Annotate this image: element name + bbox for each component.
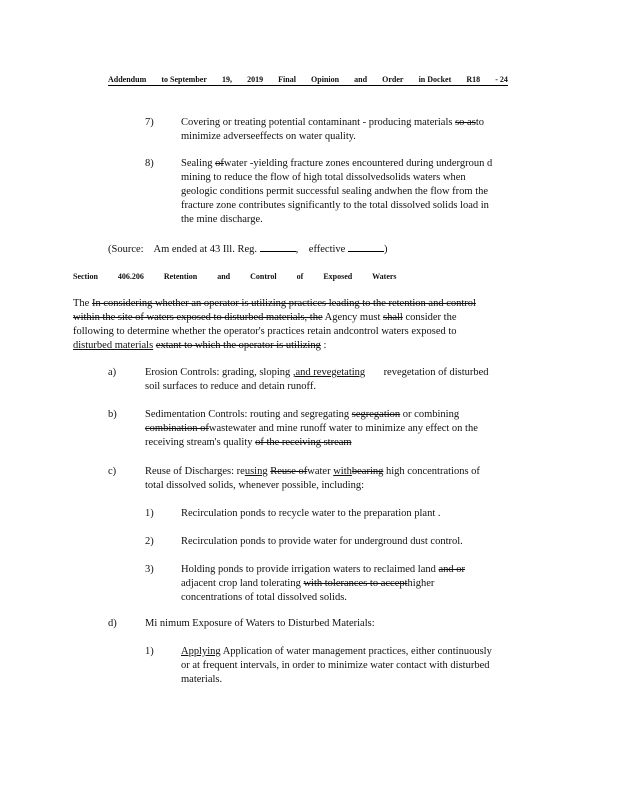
- header-word: to September: [161, 75, 207, 84]
- sub-item-text: Holding ponds to provide irrigation waters to reclaimed land and or adjacent crop land tolerating with tolerances to accepthigher concentrations of total dissolved solids.: [181, 564, 466, 603]
- item-b-text: Sedimentation Controls: routing and segregating segregation or combining combination ofwastewater and mine runoff water to minimize any effect on the receiving stream's quality of the receiving stream: [145, 409, 478, 448]
- deleted-text: of the receiving stream: [255, 437, 352, 448]
- header-word: in Docket: [418, 75, 452, 84]
- inserted-text: with: [333, 466, 352, 477]
- deleted-text: so as: [455, 117, 476, 128]
- sub-item-text: Recirculation ponds to provide water for underground dust control.: [181, 536, 463, 547]
- header-word: Order: [382, 75, 404, 84]
- item-c-text: Reuse of Discharges: reusing Reuse ofwater withbearing high concentrations of total dissolved solids, whenever possible, including:: [145, 466, 480, 491]
- deleted-text: within the site of waters exposed to disturbed materials, the: [73, 312, 323, 323]
- header-word: R18: [466, 75, 481, 84]
- inserted-text: Applying: [181, 646, 221, 657]
- inserted-text: ,and revegetating: [292, 367, 366, 378]
- item-d-text: Mi nimum Exposure of Waters to Disturbed Materials:: [145, 618, 375, 629]
- header-rule: [108, 85, 508, 86]
- blank-field: [260, 241, 296, 252]
- header-word: Final: [278, 75, 296, 84]
- inserted-text: disturbed materials: [73, 340, 154, 351]
- deleted-text: segregation: [351, 409, 401, 420]
- sub-item-number: 3): [145, 564, 154, 575]
- item-number: 7): [145, 117, 154, 128]
- section-title: Section 406.206 Retention and Control of Exposed Waters: [73, 272, 397, 281]
- item-letter: a): [108, 367, 117, 378]
- deleted-text: extant to which the operator is utilizing: [155, 340, 321, 351]
- sub-item-number: 2): [145, 536, 154, 547]
- sub-item-number: 1): [145, 508, 154, 519]
- item-a-text: Erosion Controls: grading, sloping ,and revegetating revegetation of disturbed soil surfaces to reduce and detain runoff.: [145, 367, 489, 392]
- header-word: and: [354, 75, 368, 84]
- item-number: 8): [145, 158, 154, 169]
- header-word: Addendum: [108, 75, 147, 84]
- deleted-text: bearing: [351, 466, 384, 477]
- source-line: (Source: Am ended at 43 Ill. Reg. , effective ): [108, 241, 387, 257]
- header-word: - 24: [495, 75, 508, 84]
- sub-item-text: Applying Application of water management practices, either continuously or at frequent intervals, in order to minimize water contact with disturbed materials.: [181, 646, 492, 685]
- deleted-text: shall: [382, 312, 403, 323]
- inserted-text: using: [244, 466, 268, 477]
- item-letter: b): [108, 409, 117, 420]
- item-letter: c): [108, 466, 117, 477]
- deleted-text: Reuse of: [270, 466, 308, 477]
- item-7-text: Covering or treating potential contaminant - producing materials so asto minimize adverseeffects on water quality.: [181, 117, 484, 142]
- deleted-text: with tolerances to accept: [303, 578, 408, 589]
- sub-item-text: Recirculation ponds to recycle water to the preparation plant .: [181, 508, 441, 519]
- sub-item-number: 1): [145, 646, 154, 657]
- intro-paragraph: The In considering whether an operator is utilizing practices leading to the retention and control within the site of waters exposed to disturbed materials, the Agency must shall consider the following to determine whether the operator's practices retain andcontrol waters exposed to disturbed materials extant to which the operator is utilizing :: [73, 298, 476, 351]
- header-word: 19,: [221, 75, 232, 84]
- deleted-text: of: [215, 158, 224, 169]
- header-word: Opinion: [311, 75, 340, 84]
- deleted-text: combination of: [145, 423, 209, 434]
- item-8-text: Sealing ofwater -yielding fracture zones encountered during undergroun d mining to reduce the flow of high total dissolvedsolids waters when geologic conditions permit successful sealing andwhen the flow from the fracture zone contributes significantly to the total dissolved solids load in the mine discharge.: [181, 158, 493, 225]
- deleted-text: and or: [438, 564, 466, 575]
- header-word: 2019: [247, 75, 264, 84]
- deleted-text: In considering whether an operator is utilizing practices leading to the retention and control: [91, 298, 476, 309]
- blank-field: [348, 241, 384, 252]
- item-letter: d): [108, 618, 117, 629]
